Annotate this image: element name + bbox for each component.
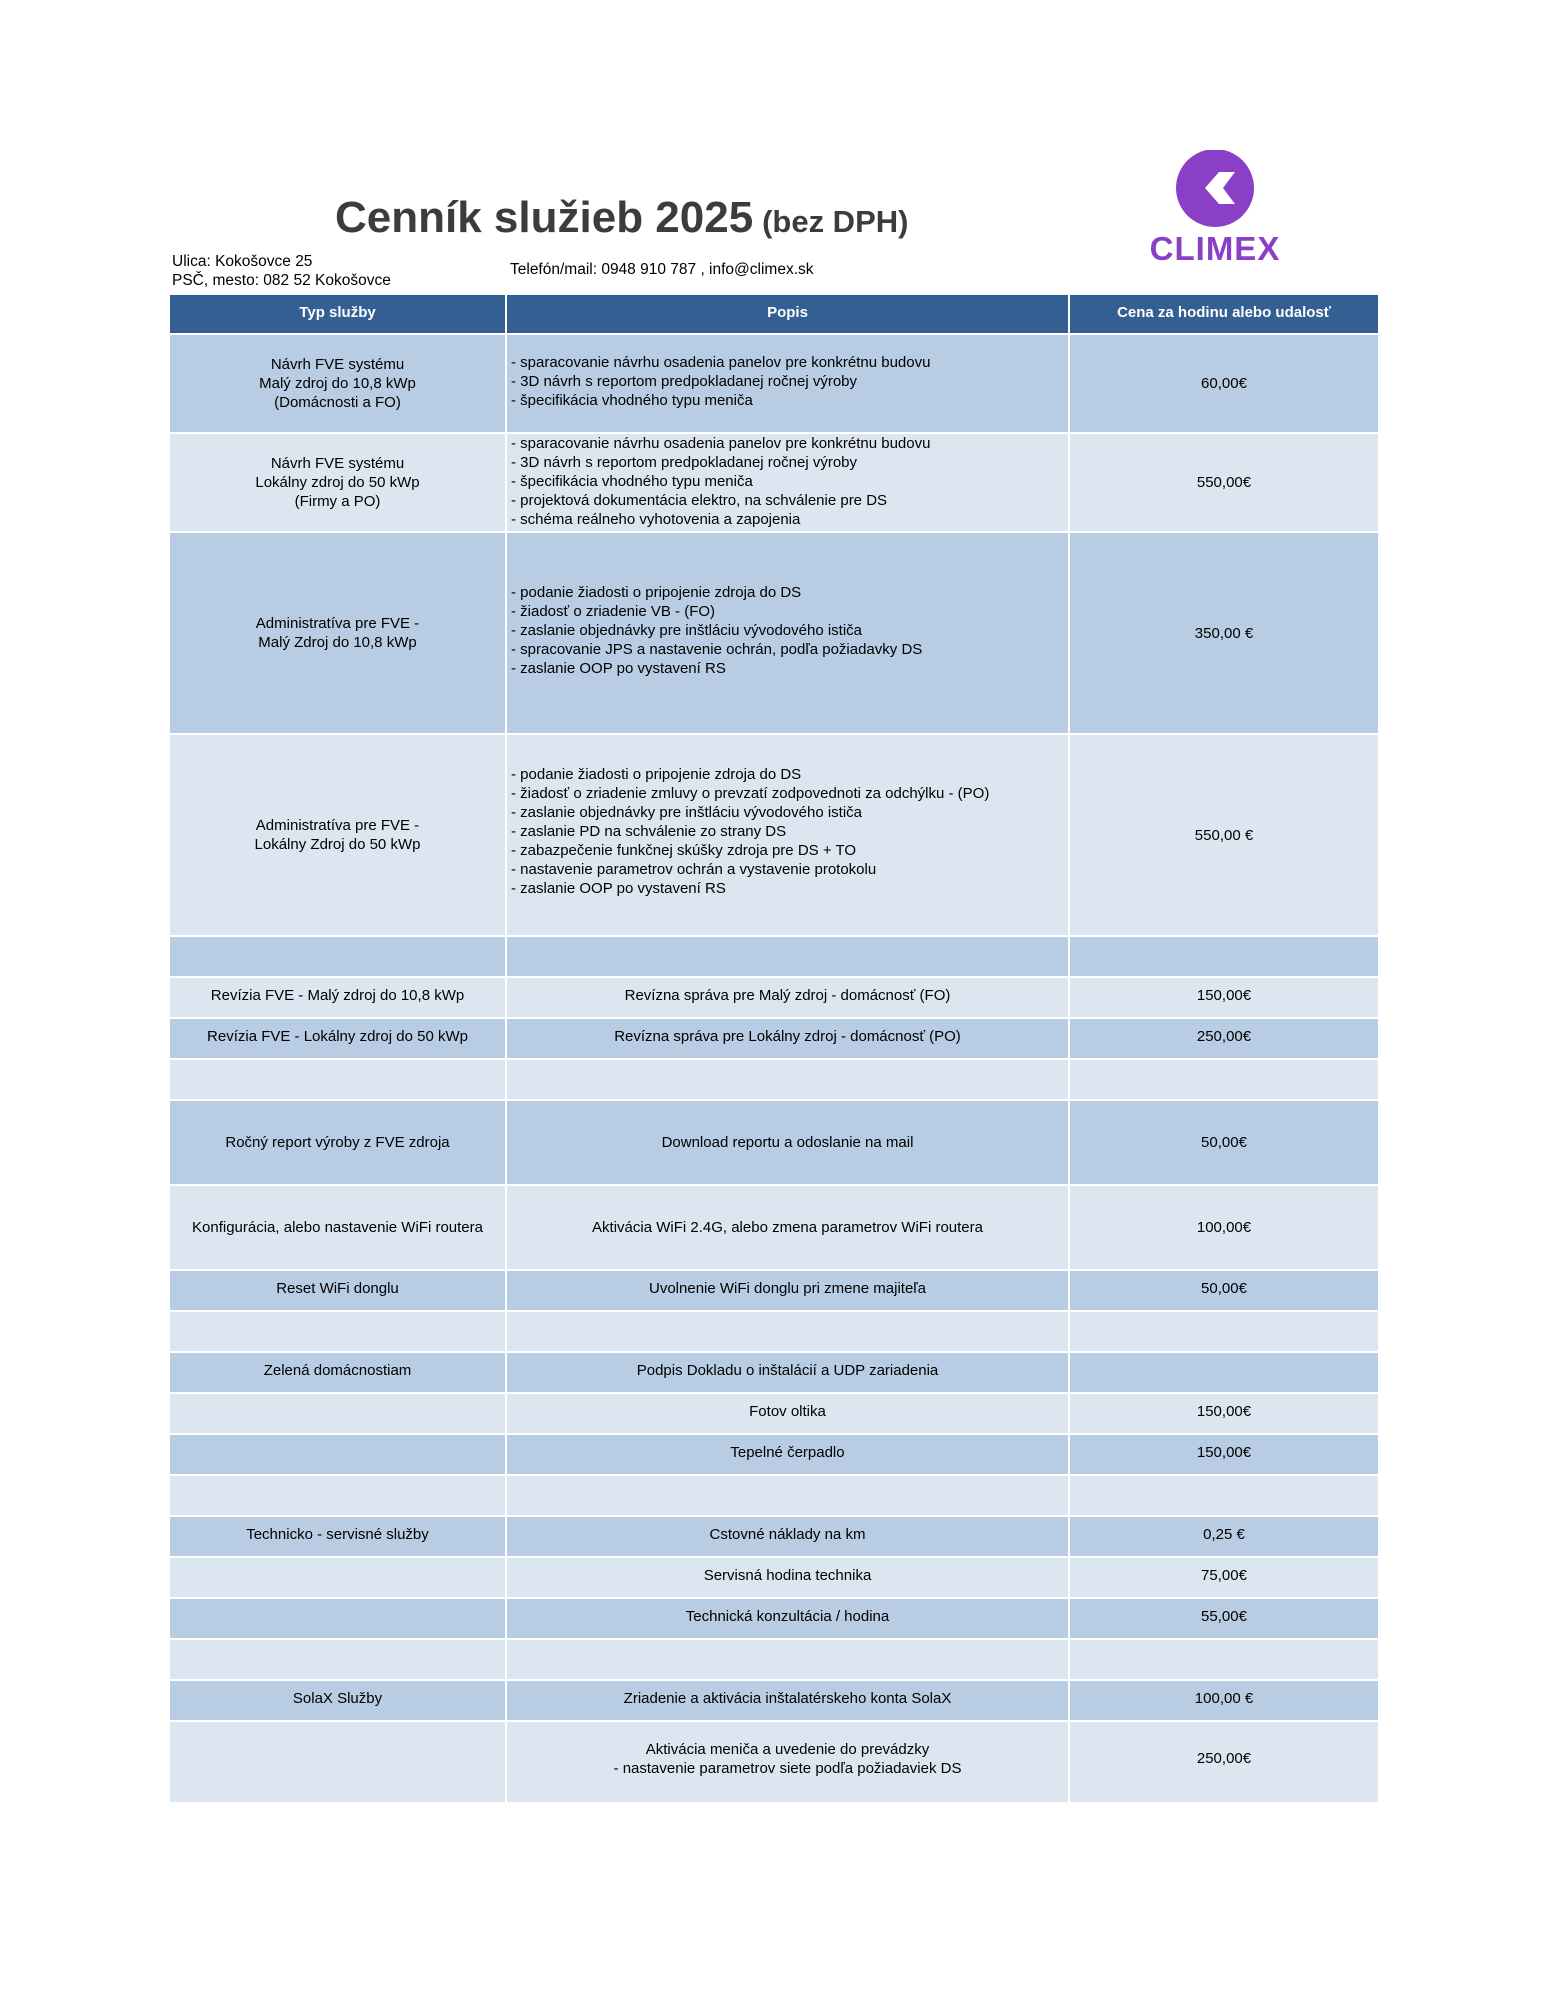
service-type-cell xyxy=(169,1352,506,1393)
description-cell-line: Uvolnenie WiFi donglu pri zmene majiteľa xyxy=(649,1280,926,1297)
address-block xyxy=(172,252,391,290)
climex-logo-icon xyxy=(1135,150,1295,230)
table-row xyxy=(169,1475,1379,1516)
description-cell xyxy=(506,1680,1069,1721)
description-cell-line: - sparacovanie návrhu osadenia panelov pre konkrétnu budovu xyxy=(511,435,931,452)
description-cell-line: - projektová dokumentácia elektro, na schválenie pre DS xyxy=(511,492,888,509)
service-type-cell xyxy=(169,1185,506,1270)
contact-info: Telefón/mail: 0948 910 787 , info@climex.sk xyxy=(510,261,814,278)
description-cell xyxy=(506,1393,1069,1434)
description-cell xyxy=(506,532,1069,734)
description-cell xyxy=(506,1185,1069,1270)
price-cell xyxy=(1069,1475,1379,1516)
description-cell-line: - zaslanie OOP po vystavení RS xyxy=(511,880,726,897)
table-row xyxy=(169,1311,1379,1352)
service-type-cell-line: Revízia FVE - Lokálny zdroj do 50 kWp xyxy=(207,1028,468,1045)
service-type-cell-line: Technicko - servisné služby xyxy=(246,1526,429,1543)
service-type-cell-line: Ročný report výroby z FVE zdroja xyxy=(225,1134,450,1151)
price-cell: 75,00€ xyxy=(1069,1557,1379,1598)
table-row xyxy=(169,334,1379,433)
description-cell-line: - zaslanie objednávky pre inštláciu vývodového ističa xyxy=(511,804,863,821)
description-cell-line: - 3D návrh s reportom predpokladanej ročnej výroby xyxy=(511,454,858,471)
service-type-cell-line: Lokálny Zdroj do 50 kWp xyxy=(254,836,421,853)
price-cell xyxy=(1069,1059,1379,1100)
description-cell-line: - 3D návrh s reportom predpokladanej ročnej výroby xyxy=(511,373,858,390)
service-type-cell-line: Administratíva pre FVE - xyxy=(255,615,420,632)
description-cell xyxy=(506,1018,1069,1059)
service-type-cell xyxy=(169,1018,506,1059)
description-cell xyxy=(506,1100,1069,1185)
description-cell-line: - špecifikácia vhodného typu meniča xyxy=(511,473,753,490)
table-row xyxy=(169,1018,1379,1059)
column-header-price: Cena za hodinu alebo udalosť xyxy=(1069,294,1379,334)
price-cell: 150,00€ xyxy=(1069,1434,1379,1475)
service-type-cell xyxy=(169,334,506,433)
service-type-cell xyxy=(169,532,506,734)
table-row xyxy=(169,1516,1379,1557)
price-cell: 150,00€ xyxy=(1069,1393,1379,1434)
description-cell-line: Revízna správa pre Lokálny zdroj - domácnosť (PO) xyxy=(614,1028,961,1045)
description-cell xyxy=(506,433,1069,532)
price-cell: 100,00 € xyxy=(1069,1680,1379,1721)
table-row xyxy=(169,1721,1379,1803)
price-cell xyxy=(1069,1311,1379,1352)
service-type-cell xyxy=(169,734,506,936)
table-row xyxy=(169,977,1379,1018)
description-cell-line: - zaslanie OOP po vystavení RS xyxy=(511,660,726,677)
description-cell xyxy=(506,734,1069,936)
price-cell: 550,00€ xyxy=(1069,433,1379,532)
service-type-cell xyxy=(169,936,506,977)
table-row xyxy=(169,1434,1379,1475)
table-row xyxy=(169,1680,1379,1721)
service-type-cell xyxy=(169,1639,506,1680)
price-cell: 50,00€ xyxy=(1069,1270,1379,1311)
description-cell xyxy=(506,334,1069,433)
description-cell-line: Zriadenie a aktivácia inštalatérskeho konta SolaX xyxy=(623,1690,952,1707)
description-cell-line: - podanie žiadosti o pripojenie zdroja do DS xyxy=(511,766,802,783)
column-header-type: Typ služby xyxy=(169,294,506,334)
description-cell-line: - špecifikácia vhodného typu meniča xyxy=(511,392,753,409)
service-type-cell xyxy=(169,1059,506,1100)
company-logo xyxy=(1135,150,1295,270)
service-type-cell xyxy=(169,1475,506,1516)
service-type-cell xyxy=(169,1680,506,1721)
price-cell: 0,25 € xyxy=(1069,1516,1379,1557)
description-cell-line: - zaslanie objednávky pre inštláciu vývodového ističa xyxy=(511,622,863,639)
table-header-row xyxy=(169,294,1379,334)
table-row xyxy=(169,1185,1379,1270)
column-header-description: Popis xyxy=(506,294,1069,334)
description-cell-line: Cstovné náklady na km xyxy=(709,1526,866,1543)
description-cell-line: - sparacovanie návrhu osadenia panelov pre konkrétnu budovu xyxy=(511,354,931,371)
service-type-cell xyxy=(169,1270,506,1311)
service-type-cell xyxy=(169,1393,506,1434)
table-row xyxy=(169,1393,1379,1434)
service-type-cell xyxy=(169,1434,506,1475)
price-cell: 55,00€ xyxy=(1069,1598,1379,1639)
description-cell xyxy=(506,1434,1069,1475)
service-type-cell xyxy=(169,1516,506,1557)
price-cell: 100,00€ xyxy=(1069,1185,1379,1270)
description-cell-line: Servisná hodina technika xyxy=(703,1567,872,1584)
service-type-cell-line: Reset WiFi donglu xyxy=(276,1280,399,1297)
description-cell-line: - schéma reálneho vyhotovenia a zapojenia xyxy=(511,511,801,528)
description-cell xyxy=(506,1059,1069,1100)
description-cell-line: - spracovanie JPS a nastavenie ochrán, podľa požiadavky DS xyxy=(511,641,923,658)
description-cell-line: Aktivácia WiFi 2.4G, alebo zmena parametrov WiFi routera xyxy=(592,1219,983,1236)
description-cell-line: - nastavenie parametrov siete podľa požiadaviek DS xyxy=(613,1760,962,1777)
description-cell xyxy=(506,977,1069,1018)
description-cell-line: Revízna správa pre Malý zdroj - domácnosť (FO) xyxy=(624,987,951,1004)
service-type-cell xyxy=(169,1100,506,1185)
table-row xyxy=(169,1100,1379,1185)
table-row xyxy=(169,433,1379,532)
service-type-cell xyxy=(169,1311,506,1352)
service-type-cell-line: Malý Zdroj do 10,8 kWp xyxy=(258,634,417,651)
title-sub: (bez DPH) xyxy=(762,204,909,239)
description-cell xyxy=(506,1639,1069,1680)
table-row xyxy=(169,1059,1379,1100)
description-cell xyxy=(506,1516,1069,1557)
title-main: Cenník služieb 2025 xyxy=(335,193,754,242)
price-cell: 150,00€ xyxy=(1069,977,1379,1018)
table-row xyxy=(169,1598,1379,1639)
service-type-cell-line: Lokálny zdroj do 50 kWp xyxy=(255,474,420,491)
service-type-cell-line: SolaX Služby xyxy=(292,1690,383,1707)
description-cell-line: Fotov oltika xyxy=(749,1403,826,1420)
description-cell xyxy=(506,936,1069,977)
table-row xyxy=(169,532,1379,734)
description-cell-line: - nastavenie parametrov ochrán a vystavenie protokolu xyxy=(511,861,877,878)
description-cell-line: - zaslanie PD na schválenie zo strany DS xyxy=(511,823,787,840)
service-type-cell-line: (Domácnosti a FO) xyxy=(274,394,401,411)
page-title xyxy=(335,193,908,243)
table-row xyxy=(169,1352,1379,1393)
service-type-cell-line: Malý zdroj do 10,8 kWp xyxy=(259,375,416,392)
price-cell xyxy=(1069,1352,1379,1393)
service-type-cell xyxy=(169,1721,506,1803)
description-cell-line: - žiadosť o zriadenie VB - (FO) xyxy=(511,603,716,620)
price-cell: 550,00 € xyxy=(1069,734,1379,936)
price-cell: 60,00€ xyxy=(1069,334,1379,433)
service-type-cell xyxy=(169,977,506,1018)
service-type-cell xyxy=(169,1598,506,1639)
table-body xyxy=(169,334,1379,1803)
description-cell-line: - podanie žiadosti o pripojenie zdroja do DS xyxy=(511,584,802,601)
description-cell-line: Download reportu a odoslanie na mail xyxy=(661,1134,914,1151)
price-cell: 50,00€ xyxy=(1069,1100,1379,1185)
description-cell xyxy=(506,1557,1069,1598)
description-cell xyxy=(506,1598,1069,1639)
table-row xyxy=(169,1557,1379,1598)
service-type-cell-line: (Firmy a PO) xyxy=(294,493,381,510)
price-cell: 350,00 € xyxy=(1069,532,1379,734)
price-cell xyxy=(1069,936,1379,977)
logo-text: CLIMEX xyxy=(1149,230,1281,267)
address-line: PSČ, mesto: 082 52 Kokošovce xyxy=(172,272,391,289)
table-row xyxy=(169,1270,1379,1311)
description-cell xyxy=(506,1475,1069,1516)
service-type-cell-line: Administratíva pre FVE - xyxy=(255,817,420,834)
price-table xyxy=(168,293,1380,1804)
table-row xyxy=(169,936,1379,977)
service-type-cell-line: Revízia FVE - Malý zdroj do 10,8 kWp xyxy=(210,987,465,1004)
description-cell-line: Podpis Dokladu o inštalácií a UDP zariadenia xyxy=(636,1362,939,1379)
address-line: Ulica: Kokošovce 25 xyxy=(172,253,313,270)
price-cell xyxy=(1069,1639,1379,1680)
description-cell-line: Tepelné čerpadlo xyxy=(730,1444,845,1461)
table-row xyxy=(169,1639,1379,1680)
service-type-cell xyxy=(169,433,506,532)
description-cell-line: - žiadosť o zriadenie zmluvy o prevzatí zodpovednoti za odchýlku - (PO) xyxy=(511,785,990,802)
table-row xyxy=(169,734,1379,936)
service-type-cell-line: Zelená domácnostiam xyxy=(263,1362,412,1379)
description-cell xyxy=(506,1721,1069,1803)
price-cell: 250,00€ xyxy=(1069,1018,1379,1059)
service-type-cell-line: Návrh FVE systému xyxy=(270,356,405,373)
description-cell xyxy=(506,1311,1069,1352)
description-cell-line: Aktivácia meniča a uvedenie do prevádzky xyxy=(645,1741,930,1758)
service-type-cell-line: Návrh FVE systému xyxy=(270,455,405,472)
description-cell-line: Technická konzultácia / hodina xyxy=(685,1608,890,1625)
service-type-cell xyxy=(169,1557,506,1598)
description-cell xyxy=(506,1352,1069,1393)
service-type-cell-line: Konfigurácia, alebo nastavenie WiFi routera xyxy=(192,1219,483,1236)
price-cell: 250,00€ xyxy=(1069,1721,1379,1803)
description-cell xyxy=(506,1270,1069,1311)
description-cell-line: - zabazpečenie funkčnej skúšky zdroja pre DS + TO xyxy=(511,842,857,859)
